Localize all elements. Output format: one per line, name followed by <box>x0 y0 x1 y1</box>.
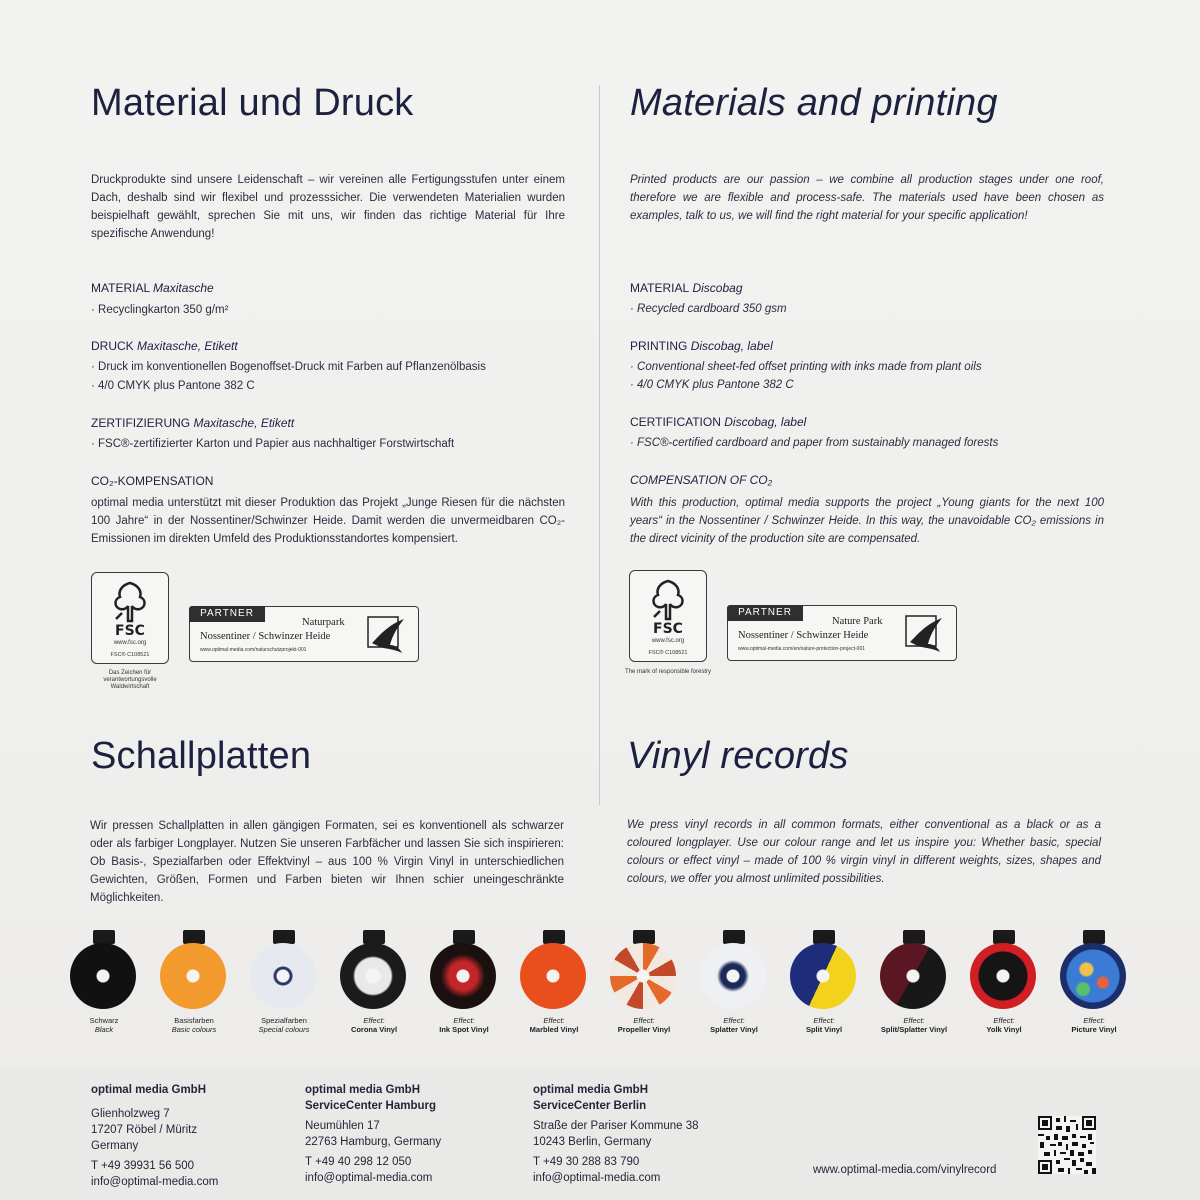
record-disc <box>430 943 496 1009</box>
record-label-top: Effect: <box>1083 1016 1105 1025</box>
record-label-en: Propeller Vinyl <box>617 1025 671 1034</box>
record-label-en: Black <box>94 1025 114 1034</box>
record-label-en: Basic colours <box>171 1025 217 1034</box>
sleeve-tab <box>723 930 745 944</box>
fsc-brand: FSC <box>653 621 683 637</box>
druck-heading-label: DRUCK <box>91 339 134 353</box>
partner-logo-en <box>727 605 957 661</box>
street: Glienholzweg 7 <box>91 1108 170 1120</box>
record-label-de: Spezialfarben <box>261 1016 307 1025</box>
fsc-tree-icon <box>646 577 690 623</box>
record-label-top: Effect: <box>723 1016 745 1025</box>
material-heading-en <box>630 281 743 295</box>
zert-item-de: · FSC®-zertifizierter Karton und Papier aus nachhaltiger Forstwirtschaft <box>91 438 455 450</box>
material-title-en: Materials and printing <box>630 82 998 124</box>
email-link[interactable]: info@optimal-media.com <box>533 1172 661 1184</box>
record-label-en: Splatter Vinyl <box>710 1025 758 1034</box>
record-label <box>595 1016 693 1034</box>
qr-code-icon[interactable] <box>1038 1116 1096 1174</box>
cert-heading-sub: Discobag, label <box>724 415 807 429</box>
material-heading-sub: Maxitasche <box>153 281 214 295</box>
vinyl-title-de: Schallplatten <box>91 735 312 777</box>
record-label <box>325 1016 423 1034</box>
record-label-top: Effect: <box>903 1016 925 1025</box>
druck-item-1-de: · Druck im konventionellen Bogenoffset-Druck mit Farben auf Pflanzenölbasis <box>91 361 486 373</box>
printing-heading-sub: Discobag, label <box>690 339 773 353</box>
record-label-de: Schwarz <box>89 1016 119 1025</box>
fsc-code: FSC® C108521 <box>648 650 688 656</box>
vinyl-records-row <box>60 930 1140 1040</box>
record-disc <box>250 943 316 1009</box>
partner-url: www.optimal-media.com/naturschutzprojekt-001 <box>200 647 307 653</box>
phone: T +49 40 298 12 050 <box>305 1156 412 1168</box>
record-label-top: Effect: <box>543 1016 565 1025</box>
country: Germany <box>91 1140 139 1152</box>
record-disc <box>1060 943 1126 1009</box>
material-heading-sub: Discobag <box>692 281 743 295</box>
record-label-en: Split/Splatter Vinyl <box>880 1025 948 1034</box>
record-label-top: Effect: <box>813 1016 835 1025</box>
record-disc <box>610 943 676 1009</box>
co2-text-en: With this production, optimal media supports the project „Young giants for the next 100 years“ in the Nossentiner / Schwinzer Heide. In this way, the unavoidable CO₂ emissions in the direct vicinity of the production site are compensated. <box>630 497 1104 545</box>
sleeve-tab <box>543 930 565 944</box>
record-label <box>685 1016 783 1034</box>
druck-heading-de <box>91 339 238 353</box>
record-label-de: Basisfarben <box>174 1016 214 1025</box>
website-link[interactable]: www.optimal-media.com/vinylrecord <box>813 1164 997 1176</box>
sleeve-tab <box>1083 930 1105 944</box>
city: 10243 Berlin, Germany <box>533 1136 652 1148</box>
service-center: ServiceCenter Berlin <box>533 1100 647 1112</box>
record-label-top: Effect: <box>363 1016 385 1025</box>
sleeve-tab <box>633 930 655 944</box>
fsc-tree-icon <box>108 579 152 625</box>
druck-item-2-de: · 4/0 CMYK plus Pantone 382 C <box>91 380 255 392</box>
partner-park-region: Nossentiner / Schwinzer Heide <box>200 631 331 642</box>
intro-text-de: Druckprodukte sind unsere Leidenschaft – wir vereinen alle Fertigungsstufen unter einem Dach, deshalb sind wir flexibel und prozesssicher. Die verwendeten Materialien wurden beispielhaft gewählt, sprechen Sie mit uns, wir finden das richtige Material für Ihre spezifische Anwendung! <box>91 174 565 240</box>
sleeve-tab <box>903 930 925 944</box>
service-center: ServiceCenter Hamburg <box>305 1100 437 1112</box>
record-label <box>145 1016 243 1034</box>
record-label <box>1045 1016 1143 1034</box>
sleeve-tab <box>183 930 205 944</box>
fsc-url: www.fsc.org <box>113 640 147 646</box>
partner-pill: PARTNER <box>189 606 265 622</box>
address-berlin <box>533 1082 699 1186</box>
phone: T +49 30 288 83 790 <box>533 1156 640 1168</box>
record-label <box>865 1016 963 1034</box>
co2-heading-de: CO₂-KOMPENSATION <box>91 474 214 488</box>
record-label-en: Picture Vinyl <box>1071 1025 1117 1034</box>
partner-logo-de <box>189 606 419 662</box>
record-label-en: Special colours <box>258 1025 310 1034</box>
partner-url: www.optimal-media.com/en/nature-protection-project-001 <box>738 646 866 652</box>
sleeve-tab <box>813 930 835 944</box>
sleeve-tab <box>93 930 115 944</box>
record-label-top: Effect: <box>633 1016 655 1025</box>
record-label <box>415 1016 513 1034</box>
partner-park-name: Nature Park <box>832 616 883 627</box>
company-name: optimal media GmbH <box>91 1084 207 1096</box>
vinyl-text-en: We press vinyl records in all common formats, either conventional as a black or as a coloured longplayer. Use our colour range and let us inspire you: Whether basic, special colours or effect vinyl – made of 100 % virgin vinyl in different weights, sizes, shapes and colours, we offer you almost unlimited possibilities. <box>627 819 1101 885</box>
record-label-en: Split Vinyl <box>805 1025 843 1034</box>
zert-heading-de <box>91 416 294 430</box>
material-heading-label: MATERIAL <box>91 281 150 295</box>
fsc-logo-de <box>91 572 169 664</box>
eagle-icon <box>904 614 946 654</box>
sleeve-tab <box>453 930 475 944</box>
email-link[interactable]: info@optimal-media.com <box>91 1176 219 1188</box>
record-disc <box>790 943 856 1009</box>
fsc-url: www.fsc.org <box>651 638 685 644</box>
email-link[interactable]: info@optimal-media.com <box>305 1172 433 1184</box>
street: Straße der Pariser Kommune 38 <box>533 1120 699 1132</box>
partner-pill: PARTNER <box>727 605 803 621</box>
record-label-en: Marbled Vinyl <box>529 1025 579 1034</box>
record-disc <box>70 943 136 1009</box>
fsc-code: FSC® C108521 <box>110 652 150 658</box>
intro-text-en: Printed products are our passion – we combine all production stages under one roof, therefore we are flexible and process-safe. The materials used have been chosen as examples, talk to us, we will find the right material for your specific application! <box>630 174 1104 222</box>
record-label-top: Effect: <box>993 1016 1015 1025</box>
partner-park-region: Nossentiner / Schwinzer Heide <box>738 630 869 641</box>
cert-heading-label: CERTIFICATION <box>630 415 721 429</box>
address-hamburg <box>305 1082 441 1186</box>
phone: T +49 39931 56 500 <box>91 1160 195 1172</box>
cert-item-en: · FSC®-certified cardboard and paper from sustainably managed forests <box>630 437 999 449</box>
record-label <box>775 1016 873 1034</box>
printing-heading-label: PRINTING <box>630 339 688 353</box>
printing-heading-en <box>630 339 773 353</box>
record-label-en: Corona Vinyl <box>350 1025 398 1034</box>
record-disc <box>340 943 406 1009</box>
vinyl-title-en: Vinyl records <box>627 735 849 777</box>
druck-heading-sub: Maxitasche, Etikett <box>137 339 238 353</box>
record-label <box>955 1016 1053 1034</box>
record-disc <box>880 943 946 1009</box>
material-item-en: · Recycled cardboard 350 gsm <box>630 303 787 315</box>
eagle-icon <box>366 615 408 655</box>
fsc-caption-de: Das Zeichen für verantwortungsvolle Waldwirtschaft <box>103 670 157 690</box>
cert-heading-en <box>630 415 806 429</box>
company-name: optimal media GmbH <box>533 1084 649 1096</box>
company-name: optimal media GmbH <box>305 1084 421 1096</box>
address-roebel <box>91 1082 218 1190</box>
sleeve-tab <box>273 930 295 944</box>
partner-park-name: Naturpark <box>302 617 345 628</box>
co2-text-de: optimal media unterstützt mit dieser Produktion das Projekt „Junge Riesen für die nächsten 100 Jahre“ in der Nossentiner/Schwinzer Heide. Damit werden die unvermeidbaren CO₂-Emissionen im direkten Umfeld des Produktionsstandortes kompensiert. <box>91 497 565 545</box>
record-disc <box>970 943 1036 1009</box>
vinyl-text-de: Wir pressen Schallplatten in allen gängigen Formaten, sei es konventionell als schwarzer oder als farbiger Longplayer. Nutzen Sie unseren Farbfächer und lassen Sie sich inspirieren: Ob Basis-, Spezialfarben oder Effektvinyl – aus 100 % Virgin Vinyl in unterschiedlichen Gewichten, Größen, Formen und Farben bieten wir Ihnen schier uneingeschränkte Möglichkeiten. <box>90 820 564 904</box>
co2-heading-en: COMPENSATION OF CO₂ <box>630 473 773 487</box>
fsc-caption-en: The mark of responsible forestry <box>624 669 712 675</box>
record-disc <box>160 943 226 1009</box>
record-label <box>235 1016 333 1034</box>
printing-item-1-en: · Conventional sheet-fed offset printing with inks made from plant oils <box>630 361 982 373</box>
fsc-brand: FSC <box>115 623 145 639</box>
record-label <box>505 1016 603 1034</box>
sleeve-tab <box>363 930 385 944</box>
zert-heading-sub: Maxitasche, Etikett <box>193 416 295 430</box>
material-item-de: · Recyclingkarton 350 g/m² <box>91 304 229 316</box>
record-label-en: Yolk Vinyl <box>986 1025 1022 1034</box>
record-label-en: Ink Spot Vinyl <box>439 1025 489 1034</box>
record-disc <box>520 943 586 1009</box>
printing-item-2-en: · 4/0 CMYK plus Pantone 382 C <box>630 379 794 391</box>
record-label <box>55 1016 153 1034</box>
material-heading-label: MATERIAL <box>630 281 690 295</box>
column-divider <box>599 85 600 805</box>
sleeve-tab <box>993 930 1015 944</box>
city: 22763 Hamburg, Germany <box>305 1136 442 1148</box>
footer <box>0 1068 1200 1200</box>
material-heading-de <box>91 281 214 295</box>
city: 17207 Röbel / Müritz <box>91 1124 198 1136</box>
zert-heading-label: ZERTIFIZIERUNG <box>91 416 191 430</box>
record-label-top: Effect: <box>453 1016 475 1025</box>
material-title-de: Material und Druck <box>91 82 414 124</box>
street: Neumühlen 17 <box>305 1120 380 1132</box>
record-disc <box>700 943 766 1009</box>
fsc-logo-en <box>629 570 707 662</box>
